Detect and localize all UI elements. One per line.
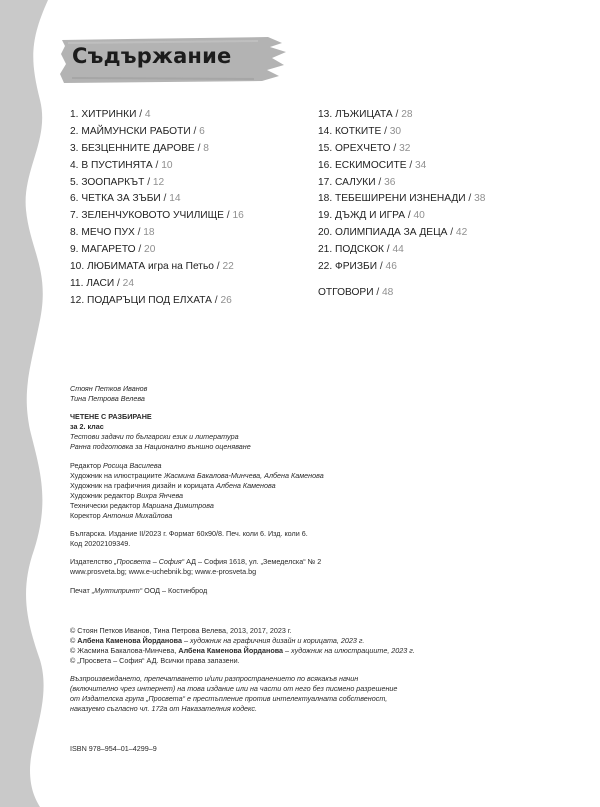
toc-item-title: 1. ХИТРИНКИ (70, 109, 137, 120)
publisher-prefix: Издателство (70, 557, 115, 567)
toc-page-number: 26 (220, 294, 232, 306)
book-grade: за 2. клас (70, 422, 104, 432)
printer-name: „Мултипринт“ (91, 585, 143, 595)
publisher-websites: www.prosveta.bg; www.e-uchebnik.bg; www.e-prosveta.bg (70, 567, 257, 577)
staff-role: Художник редактор (70, 490, 135, 500)
copyright-prefix: © Жасмина Бакалова-Минчева, (70, 645, 179, 655)
toc-item-answers (318, 285, 558, 302)
legal-notice: (включително чрез интернет) на това издание или на части от него без писмено разрешение (70, 684, 398, 694)
toc-item-title: 20. ОЛИМПИАДА ЗА ДЕЦА (318, 227, 448, 239)
toc-separator: / (377, 261, 386, 273)
toc-page-number: 20 (144, 244, 156, 256)
toc-item-title: 2. МАЙМУНСКИ РАБОТИ (70, 125, 191, 137)
staff-name: Мариана Димитрова (142, 500, 214, 510)
copyright-line (70, 636, 570, 646)
toc-item (70, 208, 300, 225)
staff-role: Коректор (70, 511, 101, 521)
toc-separator: / (160, 193, 170, 205)
staff-line (70, 481, 570, 491)
toc-item-title: 19. ДЪЖД И ИГРА (318, 210, 405, 222)
printer-prefix: Печат (70, 585, 92, 595)
toc-separator: / (390, 142, 400, 154)
staff-line (70, 461, 570, 471)
toc-item (318, 158, 558, 175)
staff-name: Албена Каменова (216, 480, 276, 490)
toc-item-title: 9. МАГАРЕТО (70, 244, 136, 256)
toc-page-number: 10 (161, 159, 173, 171)
toc-item (318, 225, 558, 242)
isbn: ISBN 978–954–01–4299–9 (70, 744, 157, 754)
toc-separator: / (223, 210, 233, 222)
toc-left-column (70, 107, 300, 310)
toc-item-title: 3. БЕЗЦЕННИТЕ ДАРОВЕ (70, 142, 195, 154)
printer-location: ООД – Костинброд (142, 585, 208, 595)
toc-separator: / (134, 227, 144, 239)
toc-item (70, 191, 300, 208)
legal-notice: от Издателска група „Просвета“ е престъпление против интелектуалната собственост, (70, 694, 388, 704)
copyright-symbol: © (70, 635, 78, 645)
toc-page-number: 14 (169, 193, 181, 205)
toc-separator: / (144, 176, 153, 188)
toc-item-title: ОТГОВОРИ (318, 286, 374, 298)
toc-item (70, 259, 300, 276)
publisher-name: „Просвета – София“ (114, 557, 185, 567)
toc-item-title: 21. ПОДСКОК (318, 244, 384, 256)
publisher-address: АД – София 1618, ул. „Земеделска“ № 2 (184, 557, 322, 567)
toc-page-number: 24 (122, 277, 135, 289)
toc-separator: / (406, 159, 416, 171)
toc-page-number: 6 (199, 125, 205, 137)
toc-separator: / (114, 277, 123, 289)
book-subtitle: Тестови задачи по български език и литература (70, 432, 239, 442)
toc-page-number: 48 (382, 286, 394, 298)
copyright-role: – художник на графичния дизайн и корицата, 2023 г. (181, 635, 365, 645)
toc-item-title: 4. В ПУСТИНЯТА (70, 159, 153, 171)
toc-item (70, 293, 300, 310)
toc-item (70, 158, 300, 175)
toc-item (318, 107, 558, 124)
toc-item (70, 225, 300, 242)
staff-name: Антония Михайлова (102, 511, 173, 521)
toc-item-title: 6. ЧЕТКА ЗА ЗЪБИ (70, 193, 161, 205)
imprint-block (70, 384, 570, 754)
toc-separator: / (194, 142, 204, 154)
toc-separator: / (375, 176, 385, 188)
toc-page-number: 30 (389, 125, 402, 137)
toc-separator: / (405, 210, 414, 222)
staff-role: Редактор (70, 460, 101, 470)
toc-page-number: 16 (232, 210, 244, 222)
staff-role: Технически редактор (70, 500, 141, 510)
author-name: Стоян Петков Иванов (70, 384, 148, 393)
edition-code: Код 20202109349. (70, 539, 131, 549)
staff-line (70, 501, 570, 511)
toc-item (318, 175, 558, 192)
toc-right-column (318, 107, 558, 302)
toc-item (318, 259, 558, 276)
toc-page-number: 38 (474, 193, 486, 205)
copyright-line: © „Просвета – София“ АД. Всички права запазени. (70, 655, 240, 665)
toc-item-title: 8. МЕЧО ПУХ (70, 227, 135, 239)
toc-item (70, 141, 300, 158)
toc-item-title: 7. ЗЕЛЕНЧУКОВОТО УЧИЛИЩЕ (70, 210, 224, 222)
toc-item (318, 141, 558, 158)
toc-item-title: 17. САЛУКИ (318, 176, 376, 188)
copyright-line: © Стоян Петков Иванов, Тина Петрова Велева, 2013, 2017, 2023 г. (70, 625, 292, 635)
toc-item-title: 5. ЗООПАРКЪТ (70, 176, 145, 188)
toc-item (318, 242, 558, 259)
toc-separator: / (381, 125, 390, 137)
toc-separator: / (392, 109, 402, 120)
staff-name: Росица Василева (102, 460, 162, 470)
printer-line (70, 586, 570, 596)
staff-role: Художник на илюстрациите (70, 470, 162, 480)
toc-item (70, 276, 300, 293)
toc-separator: / (373, 286, 383, 298)
toc-separator: / (213, 261, 223, 273)
toc-item-title: 10. ЛЮБИМАТА игра на Петьо (70, 261, 214, 273)
toc-separator: / (211, 294, 221, 306)
legal-notice: наказуемо съгласно чл. 172а от Наказателния кодекс. (70, 704, 257, 714)
author-name: Тина Петрова Велева (70, 394, 145, 404)
toc-separator: / (136, 109, 145, 120)
toc-item-title: 12. ПОДАРЪЦИ ПОД ЕЛХАТА (70, 294, 212, 306)
toc-page-number: 28 (401, 109, 413, 120)
toc-item (318, 191, 558, 208)
wavy-gray-margin (0, 0, 60, 807)
toc-separator: / (383, 244, 393, 256)
toc-separator: / (465, 193, 475, 205)
staff-role: Художник на графичния дизайн и корицата (70, 480, 215, 490)
staff-line (70, 491, 570, 501)
toc-item-title: 14. КОТКИТЕ (318, 125, 382, 137)
toc-separator: / (447, 227, 456, 239)
book-subtitle: Ранна подготовка за Национално външно оценяване (70, 442, 251, 452)
toc-page-number: 40 (413, 210, 425, 222)
toc-page-number: 46 (385, 261, 397, 273)
toc-page-number: 44 (392, 244, 404, 256)
toc-page-number: 22 (222, 261, 234, 273)
toc-page-number: 4 (144, 109, 151, 120)
publisher-line (70, 557, 570, 567)
toc-item-title: 18. ТЕБЕШИРЕНИ ИЗНЕНАДИ (318, 193, 466, 205)
staff-name: Жасмина Бакалова-Минчева, Албена Каменова (163, 470, 324, 480)
copyright-line (70, 646, 570, 656)
toc-item (70, 124, 300, 141)
toc-page-number: 34 (415, 159, 427, 171)
toc-item (70, 175, 300, 192)
page-title: Съдържание (72, 44, 232, 68)
staff-name: Вихра Янчева (136, 490, 184, 500)
toc-page-number: 32 (399, 142, 411, 154)
staff-line (70, 511, 570, 521)
legal-notice: Възпроизвеждането, препечатването и/или разпространението по всякакъв начин (70, 673, 359, 683)
copyright-name: Албена Каменова Йорданова (178, 645, 284, 655)
toc-item (318, 208, 558, 225)
toc-page-number: 42 (455, 227, 468, 239)
toc-separator: / (152, 159, 162, 171)
toc-item-title: 11. ЛАСИ (70, 277, 115, 289)
toc-item-title: 13. ЛЪЖИЦАТА (318, 109, 393, 120)
staff-line (70, 471, 570, 481)
toc-page-number: 8 (203, 142, 209, 154)
copyright-name: Албена Каменова Йорданова (77, 635, 182, 645)
toc-item-title: 16. ЕСКИМОСИТЕ (318, 159, 407, 171)
book-title: ЧЕТЕНЕ С РАЗБИРАНЕ (70, 412, 152, 422)
toc-separator: / (135, 244, 145, 256)
toc-separator: / (190, 125, 200, 137)
copyright-role: – художник на илюстрациите, 2023 г. (283, 645, 415, 655)
toc-page-number: 18 (143, 227, 155, 239)
toc-item (70, 242, 300, 259)
toc-item (70, 107, 300, 124)
toc-page-number: 12 (152, 176, 165, 188)
toc-item-title: 15. ОРЕХЧЕТО (318, 142, 391, 154)
toc-item-title: 22. ФРИЗБИ (318, 261, 378, 273)
edition-info: Българска. Издание II/2023 г. Формат 60х90/8. Печ. коли 6. Изд. коли 6. (70, 529, 308, 539)
toc-page-number: 36 (384, 176, 396, 188)
toc-item (318, 124, 558, 141)
